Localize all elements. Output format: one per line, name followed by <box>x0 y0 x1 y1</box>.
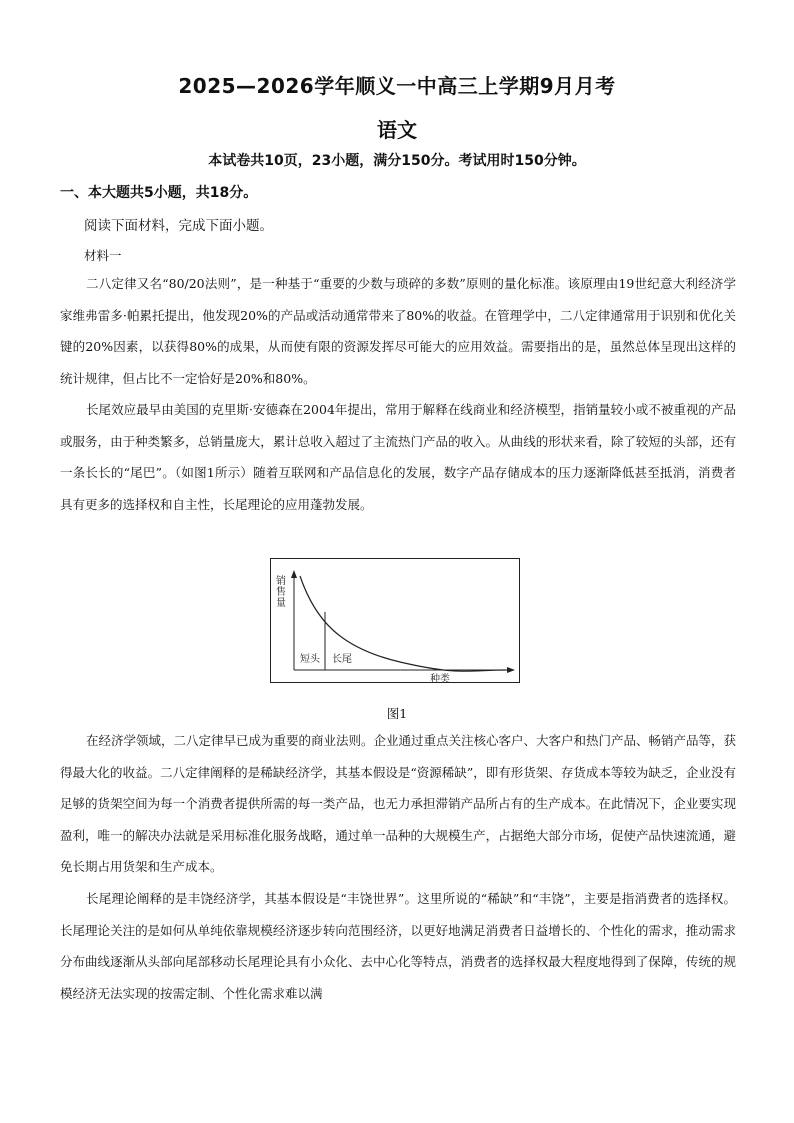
y-label-char-3: 量 <box>276 598 286 609</box>
instruction-text: 阅读下面材料，完成下面小题。 <box>84 218 273 234</box>
paragraph-pareto: 二八定律又名“80/20法则”，是一种基于“重要的少数与琐碎的多数”原则的量化标准。该原理由19世纪意大利经济学家维弗雷多·帕累托提出，他发现20%的产品或活动通常带来了80%的收益。在管理学中，二八定律通常用于识别和优化关键的20%因素，以获得80%的成果，从而使有限的资源发挥尽可能大的应用效益。需要指出的是，虽然总体呈现出这样的统计规律，但占比不一定恰好是20%和80%。 <box>60 276 736 386</box>
x-axis-label: 种类 <box>430 674 450 683</box>
paragraph-abundance: 长尾理论阐释的是丰饶经济学，其基本假设是“丰饶世界”。这里所说的“稀缺”和“丰饶”，主要是指消费者的选择权。长尾理论关注的是如何从单纯依靠规模经济逐步转向范围经济，以更好地满足消费者日益增长的、个性化的需求，推动需求分布曲线逐渐从头部向尾部移动长尾理论具有小众化、去中心化等特点，消费者的选择权最大程度地得到了保障，传统的规模经济无法实现的按需定制、个性化需求难以满 <box>60 891 736 1001</box>
long-tail-chart <box>270 558 520 683</box>
head-label: 短头 <box>300 654 320 665</box>
material-label: 材料一 <box>84 248 122 263</box>
y-label-char-1: 销 <box>276 576 286 587</box>
exam-title: 2025—2026学年顺义一中高三上学期9月月考 <box>178 74 616 98</box>
y-label-char-2: 售 <box>276 587 286 598</box>
exam-info: 本试卷共10页，23小题，满分150分。考试用时150分钟。 <box>208 153 586 169</box>
long-tail-figure <box>270 558 520 683</box>
paragraph-economics: 在经济学领域，二八定律早已成为重要的商业法则。企业通过重点关注核心客户、大客户和热门产品、畅销产品等，获得最大化的收益。二八定律阐释的是稀缺经济学，其基本假设是“资源稀缺”，即有形货架、存货成本等较为缺乏，企业没有足够的货架空间为每一个消费者提供所需的每一类产品，也无力承担滞销产品所占有的生产成本。在此情况下，企业要实现盈利，唯一的解决办法就是采用标准化服务战略，通过单一品种的大规模生产，占据绝大部分市场，促使产品快速流通，避免长期占用货架和生产成本。 <box>60 733 737 874</box>
section-heading: 一、本大题共5小题，共18分。 <box>60 185 258 201</box>
paragraph-long-tail: 长尾效应最早由美国的克里斯·安德森在2004年提出，常用于解释在线商业和经济模型，指销量较小或不被重视的产品或服务，由于种类繁多，总销量庞大，累计总收入超过了主流热门产品的收入。从曲线的形状来看，除了较短的头部，还有一条长长的“尾巴”。（如图1所示）随着互联网和产品信息化的发展，数字产品存储成本的压力逐渐降低甚至抵消，消费者具有更多的选择权和自主性，长尾理论的应用蓬勃发展。 <box>60 402 736 512</box>
figure-caption: 图1 <box>386 706 408 721</box>
subject-title: 语文 <box>377 118 417 142</box>
tail-label: 长尾 <box>332 654 352 665</box>
